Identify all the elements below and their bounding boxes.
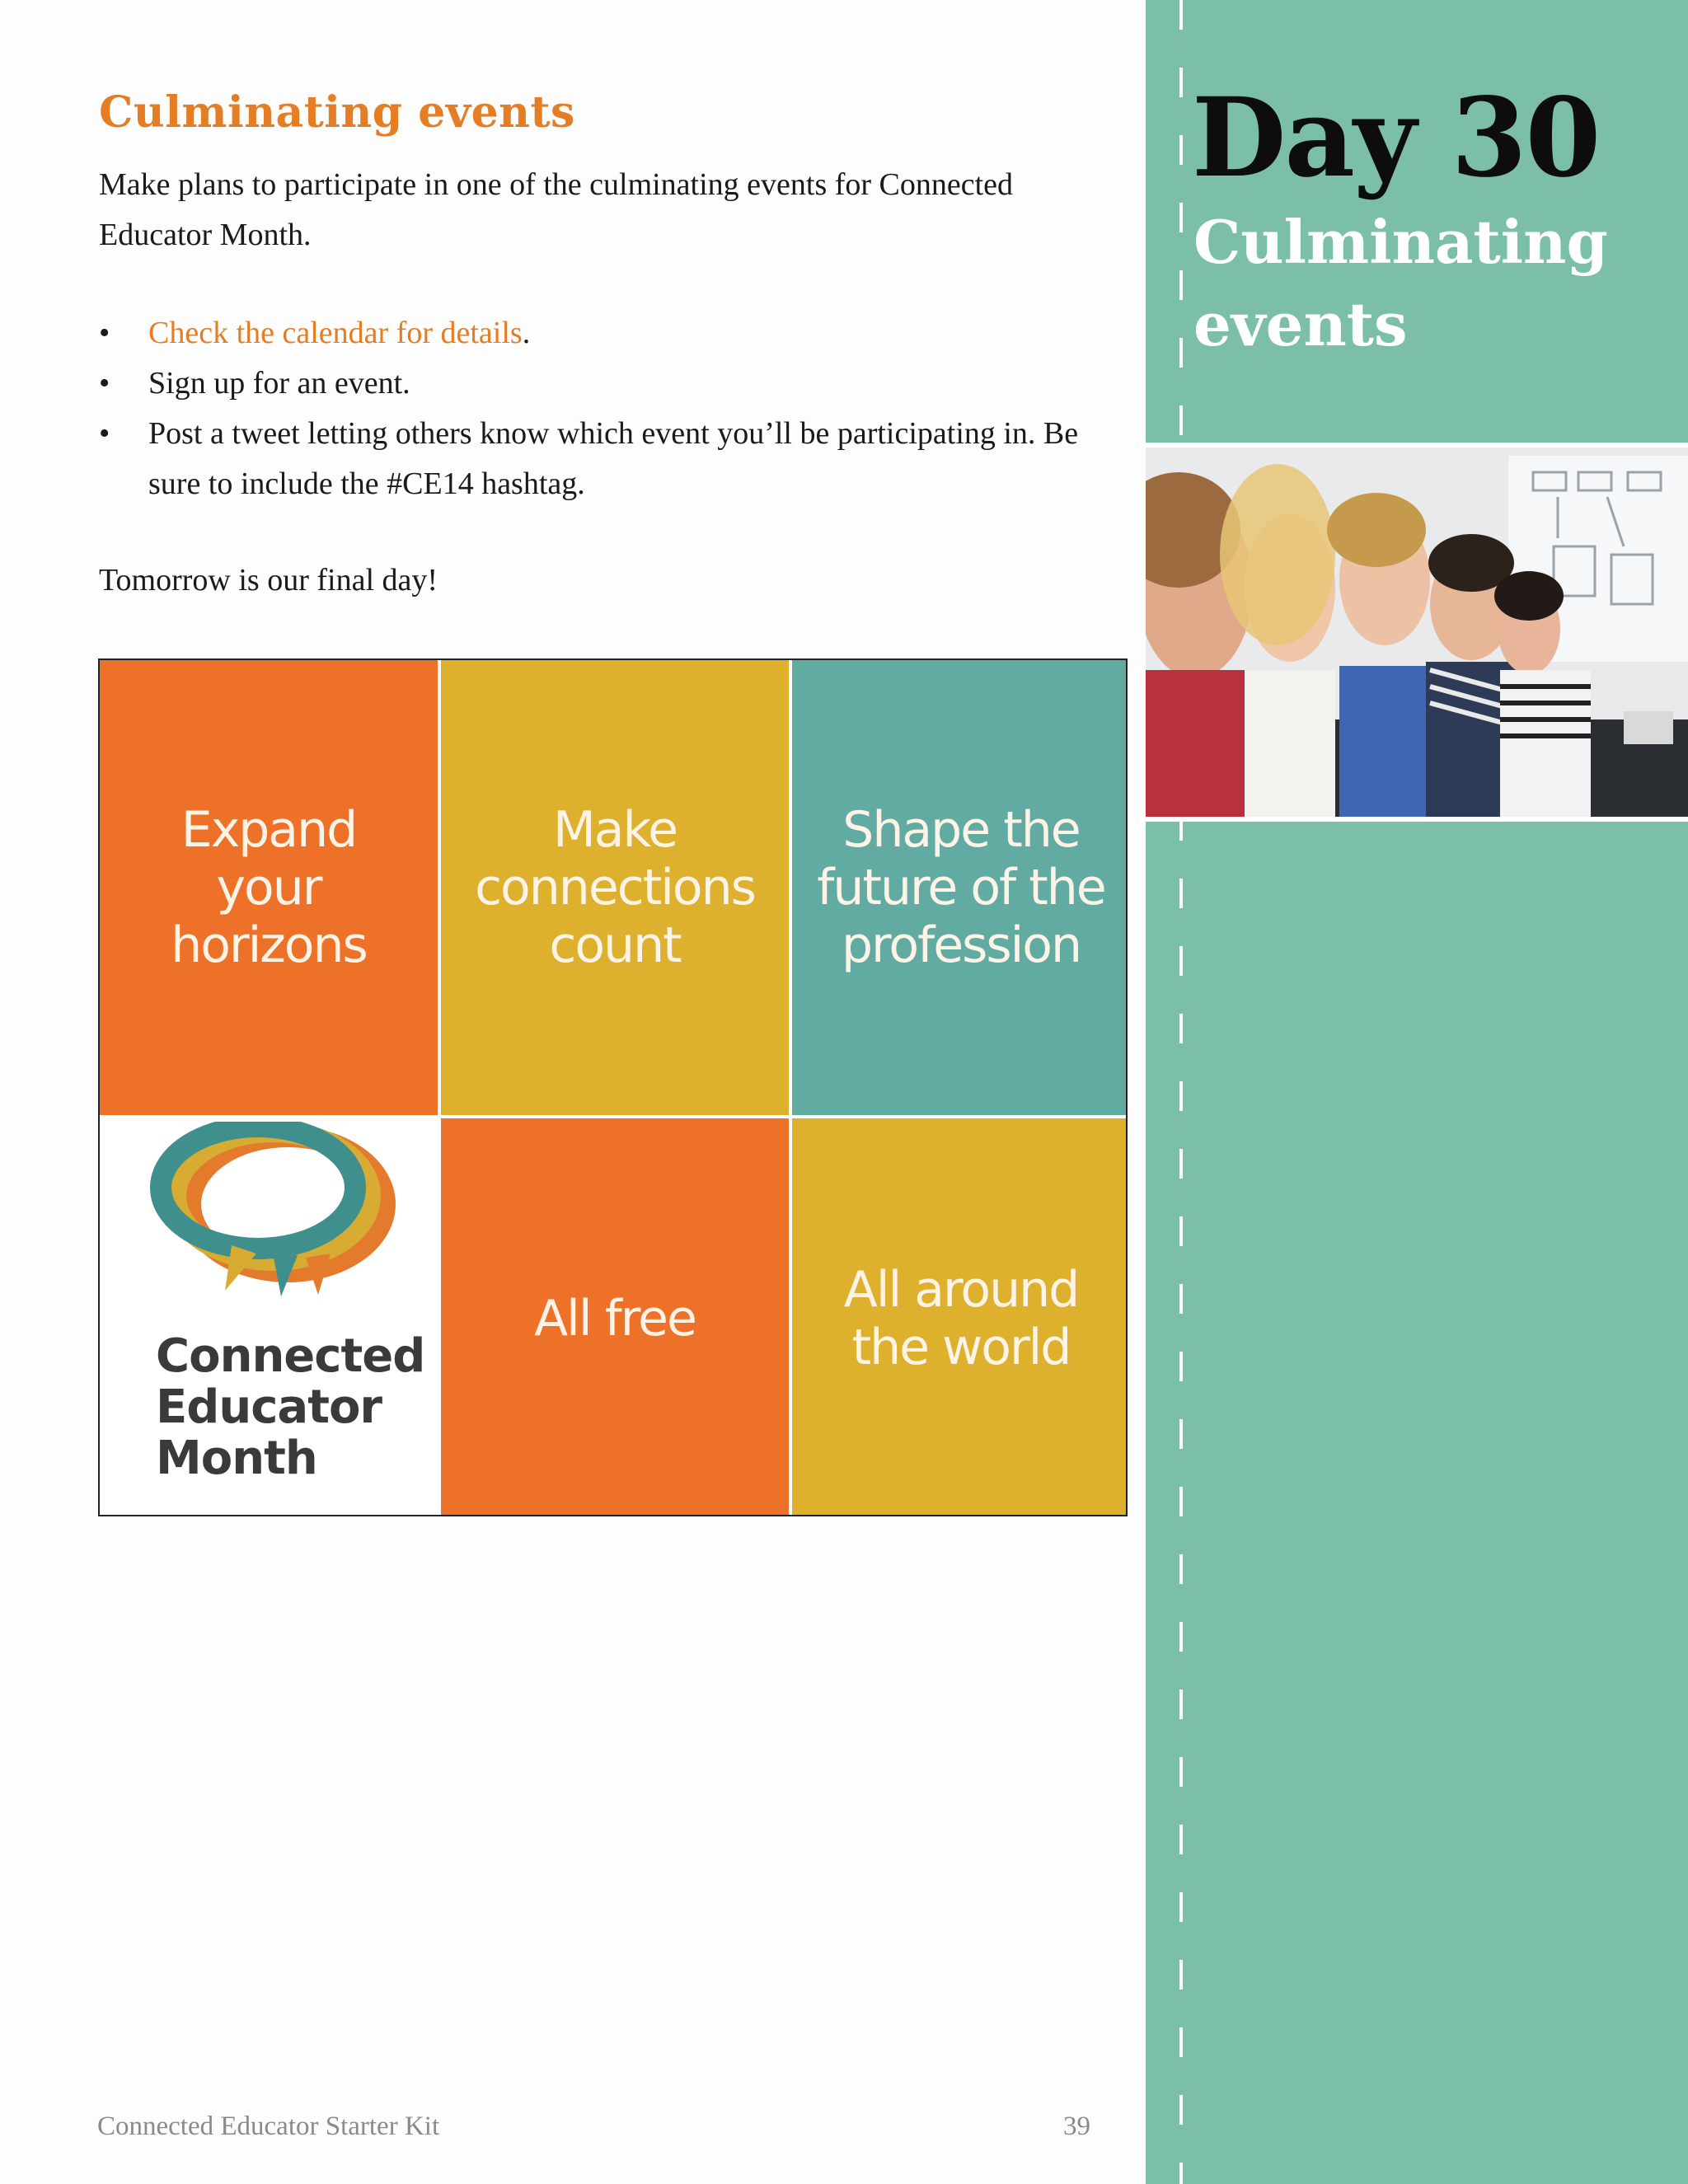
list-item [99,409,1113,509]
calendar-link[interactable]: Check the calendar for details [148,316,523,350]
poster-tile: Make connections count [441,660,789,1115]
list-item [99,308,1113,359]
poster-tile: All around the world [792,1118,1128,1516]
speech-bubble-logo-icon [149,1122,396,1319]
bullet-list [99,308,1113,509]
list-item [99,359,1113,409]
link-suffix: . [522,316,531,350]
bullet-icon: • [99,316,110,350]
cem-poster [98,658,1128,1516]
closing-line: Tomorrow is our final day! [99,563,438,598]
page-number: 39 [1063,2111,1090,2141]
logo-wordmark: Connected Educator Month [156,1329,425,1485]
list-item-text: Sign up for an event. [148,366,410,401]
poster-tile: Expand your horizons [100,660,438,1115]
dashed-divider [1179,0,1184,2184]
list-item-text: Post a tweet letting others know which event you’ll be participating in. Be sure to include the #CE14 hashtag. [148,416,1079,501]
photo-illustration [1146,448,1688,817]
poster-tile: All free [441,1118,789,1516]
section-heading: Culminating events [99,87,575,138]
poster-tile: Shape the future of the profession [792,660,1128,1115]
bullet-icon: • [99,416,110,451]
footer-title: Connected Educator Starter Kit [97,2111,440,2141]
bullet-icon: • [99,366,110,401]
day-subtitle: Culminating events [1193,207,1608,359]
students-photo [1146,443,1688,822]
intro-paragraph: Make plans to participate in one of the culminating events for Connected Educator Month. [99,167,1014,252]
sidebar [1146,0,1688,2184]
day-title: Day 30 [1192,74,1600,202]
